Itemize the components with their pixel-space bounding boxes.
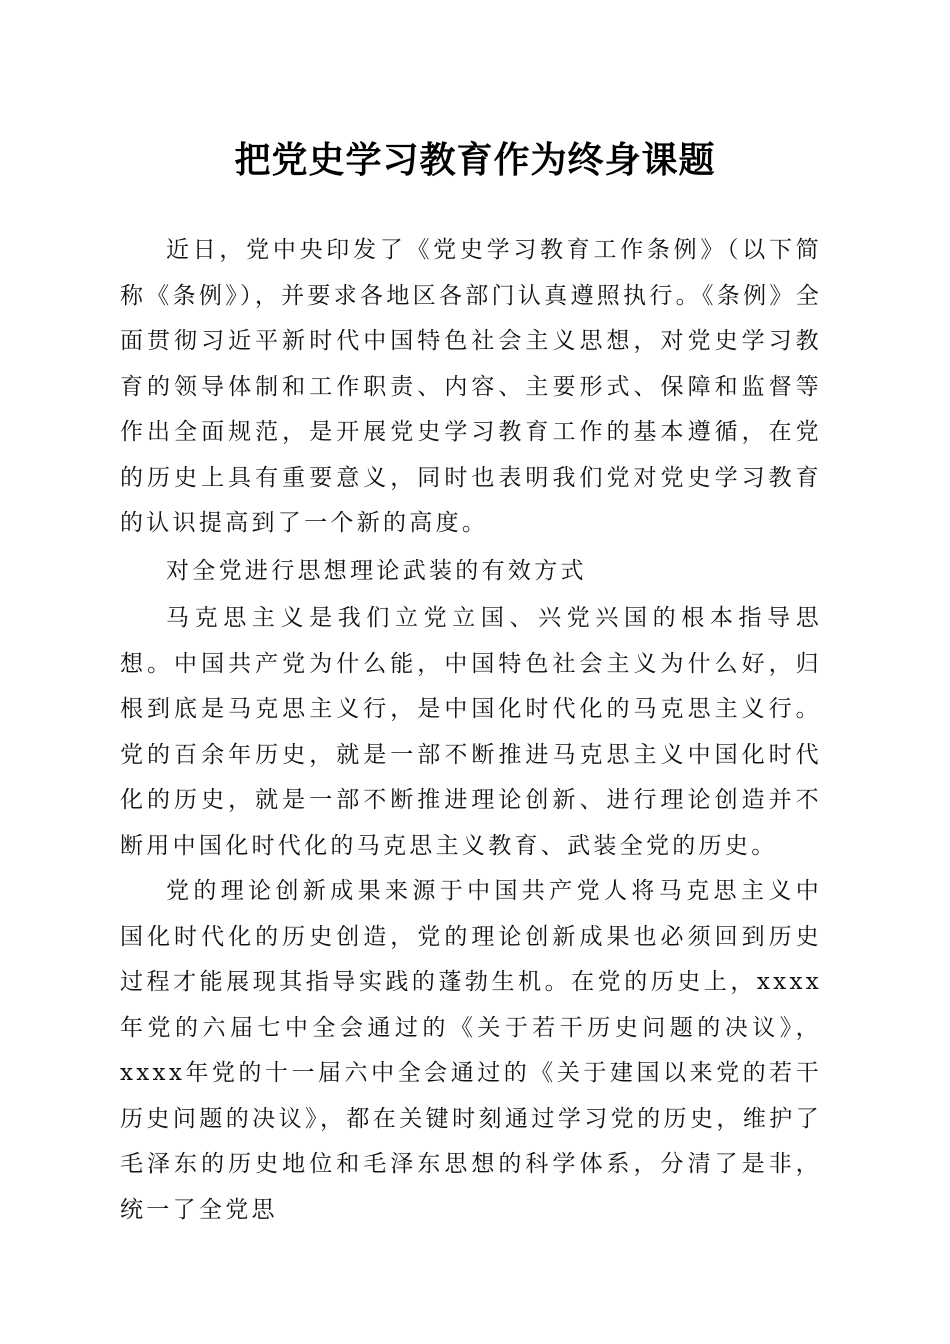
paragraph-intro: 近日，党中央印发了《党史学习教育工作条例》（以下简称《条例》），并要求各地区各部门认真遵照执行。《条例》全面贯彻习近平新时代中国特色社会主义思想，对党史学习教育的领导体制和工作职责、内容、主要形式、保障和监督等作出全面规范，是开展党史学习教育工作的基本遵循，在党的历史上具有重要意义，同时也表明我们党对党史学习教育的认识提高到了一个新的高度。 xyxy=(120,237,822,536)
paragraph-marxism: 马克思主义是我们立党立国、兴党兴国的根本指导思想。中国共产党为什么能，中国特色社会主义为什么好，归根到底是马克思主义行，是中国化时代化的马克思主义行。党的百余年历史，就是一部不断推进马克思主义中国化时代化的历史，就是一部不断推进理论创新、进行理论创造并不断用中国化时代化的马克思主义教育、武装全党的历史。 xyxy=(120,605,822,859)
document-body xyxy=(120,228,822,1233)
paragraph-theory-innovation: 党的理论创新成果来源于中国共产党人将马克思主义中国化时代化的历史创造，党的理论创新成果也必须回到历史过程才能展现其指导实践的蓬勃生机。在党的历史上，xxxx年党的六届七中全会通过的《关于若干历史问题的决议》，xxxx年党的十一届六中全会通过的《关于建国以来党的若干历史问题的决议》，都在关键时刻通过学习党的历史，维护了毛泽东的历史地位和毛泽东思想的科学体系，分清了是非，统一了全党思 xyxy=(120,878,822,1223)
document-title: 把党史学习教育作为终身课题 xyxy=(234,139,716,181)
section-heading: 对全党进行思想理论武装的有效方式 xyxy=(166,557,587,584)
